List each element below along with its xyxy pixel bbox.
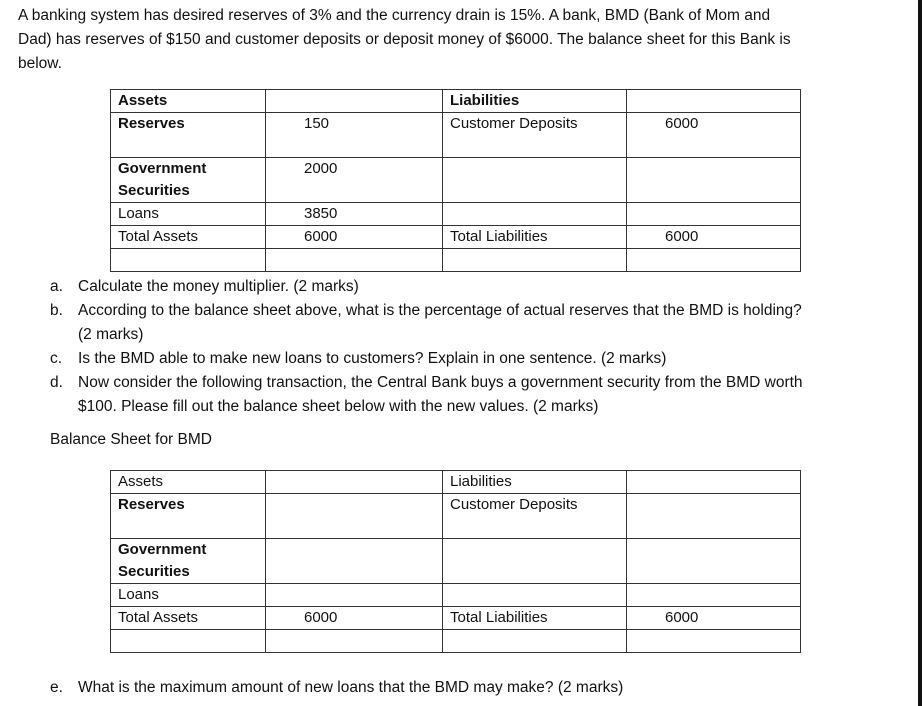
empty-cell[interactable] (627, 584, 801, 607)
loans-label: Loans (111, 203, 266, 226)
empty-cell[interactable] (443, 630, 627, 653)
total-liabilities-label: Total Liabilities (443, 226, 627, 249)
empty-cell (266, 90, 443, 113)
table-row (111, 471, 801, 494)
empty-cell[interactable] (627, 471, 801, 494)
loans-label: Loans (111, 584, 266, 607)
total-liabilities-value: 6000 (627, 226, 801, 249)
empty-cell[interactable] (443, 584, 627, 607)
empty-cell[interactable] (111, 630, 266, 653)
question-letter: d. (50, 374, 63, 391)
table-row (111, 90, 801, 113)
customer-deposits-label: Customer Deposits (443, 494, 627, 539)
empty-cell (443, 249, 627, 272)
total-liabilities-label: Total Liabilities (443, 607, 627, 630)
empty-cell (627, 203, 801, 226)
question-text: Calculate the money multiplier. (2 marks) (78, 278, 359, 295)
customer-deposits-value: 6000 (627, 113, 801, 158)
empty-cell (443, 203, 627, 226)
liabilities-header: Liabilities (443, 90, 627, 113)
balance-sheet-table-blank (110, 470, 801, 653)
empty-cell (266, 249, 443, 272)
liabilities-header: Liabilities (443, 471, 627, 494)
list-item (50, 347, 810, 371)
reserves-label: Reserves (111, 494, 266, 539)
question-list (50, 275, 810, 419)
question-text: According to the balance sheet above, what is the percentage of actual reserves that the BMD is holding? (2 marks) (78, 302, 802, 343)
gov-securities-label: Government Securities (111, 158, 266, 203)
total-liabilities-value: 6000 (627, 607, 801, 630)
empty-cell[interactable] (266, 471, 443, 494)
gov-securities-value: 2000 (266, 158, 443, 203)
question-text: Is the BMD able to make new loans to customers? Explain in one sentence. (2 marks) (78, 350, 667, 367)
list-item (50, 371, 810, 419)
reserves-label: Reserves (111, 113, 266, 158)
gov-securities-label: Government Securities (111, 539, 266, 584)
empty-cell (627, 249, 801, 272)
total-assets-label: Total Assets (111, 607, 266, 630)
question-text: Now consider the following transaction, the Central Bank buys a government security from the BMD worth $100. Please fill out the balance sheet below with the new values. (2 marks) (78, 374, 803, 415)
loans-value: 3850 (266, 203, 443, 226)
list-item (50, 275, 810, 299)
table-row (111, 607, 801, 630)
question-letter: e. (50, 679, 63, 696)
empty-cell[interactable] (627, 630, 801, 653)
page-right-edge (918, 0, 922, 706)
empty-cell[interactable] (443, 539, 627, 584)
empty-cell (443, 158, 627, 203)
question-letter: c. (50, 350, 63, 367)
table-row (111, 226, 801, 249)
intro-paragraph: A banking system has desired reserves of 3% and the currency drain is 15%. A bank, BMD (Bank of Mom and Dad) has reserves of $150 and customer deposits or deposit money of $6000. The balance sheet for this Bank is below. (18, 7, 791, 72)
assets-header: Assets (111, 471, 266, 494)
loans-value-blank[interactable] (266, 584, 443, 607)
empty-cell (627, 90, 801, 113)
question-e (50, 679, 838, 697)
balance-sheet-table-original (110, 89, 801, 272)
table-row (111, 494, 801, 539)
table-row (111, 584, 801, 607)
reserves-value: 150 (266, 113, 443, 158)
table-row (111, 249, 801, 272)
total-assets-value: 6000 (266, 607, 443, 630)
empty-cell (627, 158, 801, 203)
list-item (50, 299, 810, 347)
total-assets-value: 6000 (266, 226, 443, 249)
total-assets-label: Total Assets (111, 226, 266, 249)
assets-header: Assets (111, 90, 266, 113)
balance-sheet-title: Balance Sheet for BMD (50, 431, 212, 448)
question-text: What is the maximum amount of new loans that the BMD may make? (2 marks) (78, 679, 624, 696)
question-letter: a. (50, 278, 63, 295)
question-letter: b. (50, 302, 63, 319)
empty-cell (111, 249, 266, 272)
table-row (111, 158, 801, 203)
empty-cell[interactable] (266, 630, 443, 653)
table-row (111, 203, 801, 226)
customer-deposits-label: Customer Deposits (443, 113, 627, 158)
gov-securities-value-blank[interactable] (266, 539, 443, 584)
reserves-value-blank[interactable] (266, 494, 443, 539)
table-row (111, 539, 801, 584)
table-row (111, 113, 801, 158)
customer-deposits-value-blank[interactable] (627, 494, 801, 539)
empty-cell[interactable] (627, 539, 801, 584)
table-row (111, 630, 801, 653)
